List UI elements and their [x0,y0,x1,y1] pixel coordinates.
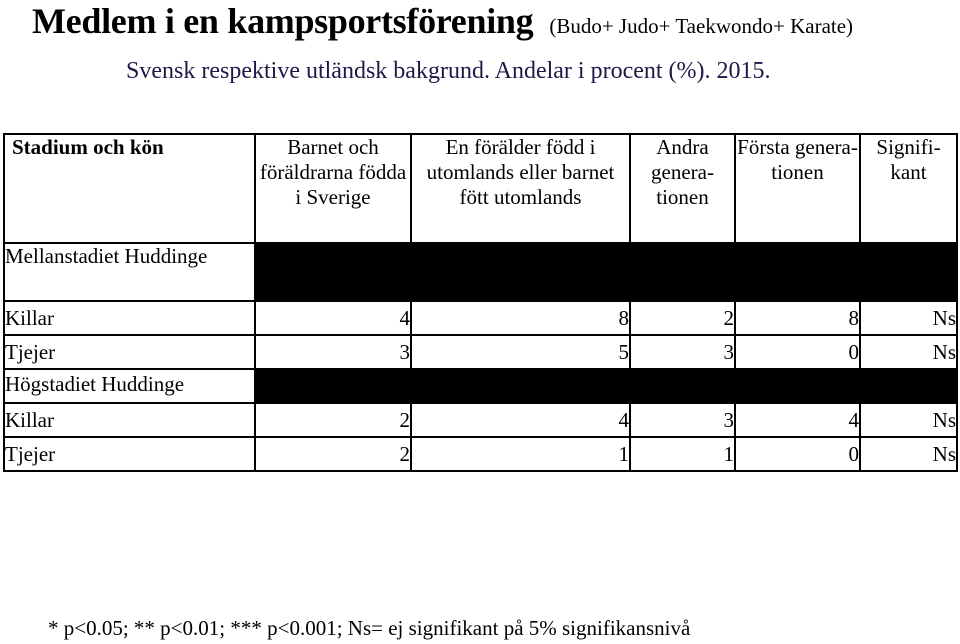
cell-value: 4 [735,403,860,437]
title-line [32,0,853,44]
cell-value: 2 [255,437,411,471]
cell-value: 0 [735,437,860,471]
group-row [4,369,957,403]
header-stadium: Stadium och kön [4,134,255,243]
header-significant: Signifi-kant [860,134,957,243]
data-table [3,133,958,472]
table-row [4,301,957,335]
cell-significance: Ns [860,335,957,369]
cell-value: 3 [255,335,411,369]
group-filler [255,369,957,403]
group-row [4,243,957,301]
footnote: * p<0.05; ** p<0.01; *** p<0.001; Ns= ej signifikant på 5% signifikansnivå [48,616,691,640]
header-one-parent-abroad: En förälder född i utomlands eller barnet fött utomlands [411,134,630,243]
cell-value: 2 [630,301,735,335]
cell-value: 4 [255,301,411,335]
group-label: Mellanstadiet Huddinge [4,243,255,301]
cell-value: 8 [735,301,860,335]
table-row [4,335,957,369]
page-subtitle: Svensk respektive utländsk bakgrund. Andelar i procent (%). 2015. [126,58,771,84]
header-swedish-background: Barnet och föräldrarna födda i Sverige [255,134,411,243]
header-row [4,134,957,243]
title-sports-list: (Budo+ Judo+ Taekwondo+ Karate) [549,14,854,38]
page-title: Medlem i en kampsportsförening [32,1,534,41]
cell-value: 3 [630,403,735,437]
cell-significance: Ns [860,301,957,335]
cell-value: 3 [630,335,735,369]
header-second-generation: Andra genera-tionen [630,134,735,243]
cell-significance: Ns [860,437,957,471]
table-row [4,403,957,437]
cell-significance: Ns [860,403,957,437]
cell-value: 5 [411,335,630,369]
table-row [4,437,957,471]
cell-value: 1 [411,437,630,471]
row-label: Tjejer [4,437,255,471]
group-label: Högstadiet Huddinge [4,369,255,403]
row-label: Tjejer [4,335,255,369]
cell-value: 1 [630,437,735,471]
cell-value: 2 [255,403,411,437]
group-filler [255,243,957,301]
cell-value: 8 [411,301,630,335]
cell-value: 4 [411,403,630,437]
row-label: Killar [4,403,255,437]
row-label: Killar [4,301,255,335]
header-first-generation: Första genera-tionen [735,134,860,243]
cell-value: 0 [735,335,860,369]
